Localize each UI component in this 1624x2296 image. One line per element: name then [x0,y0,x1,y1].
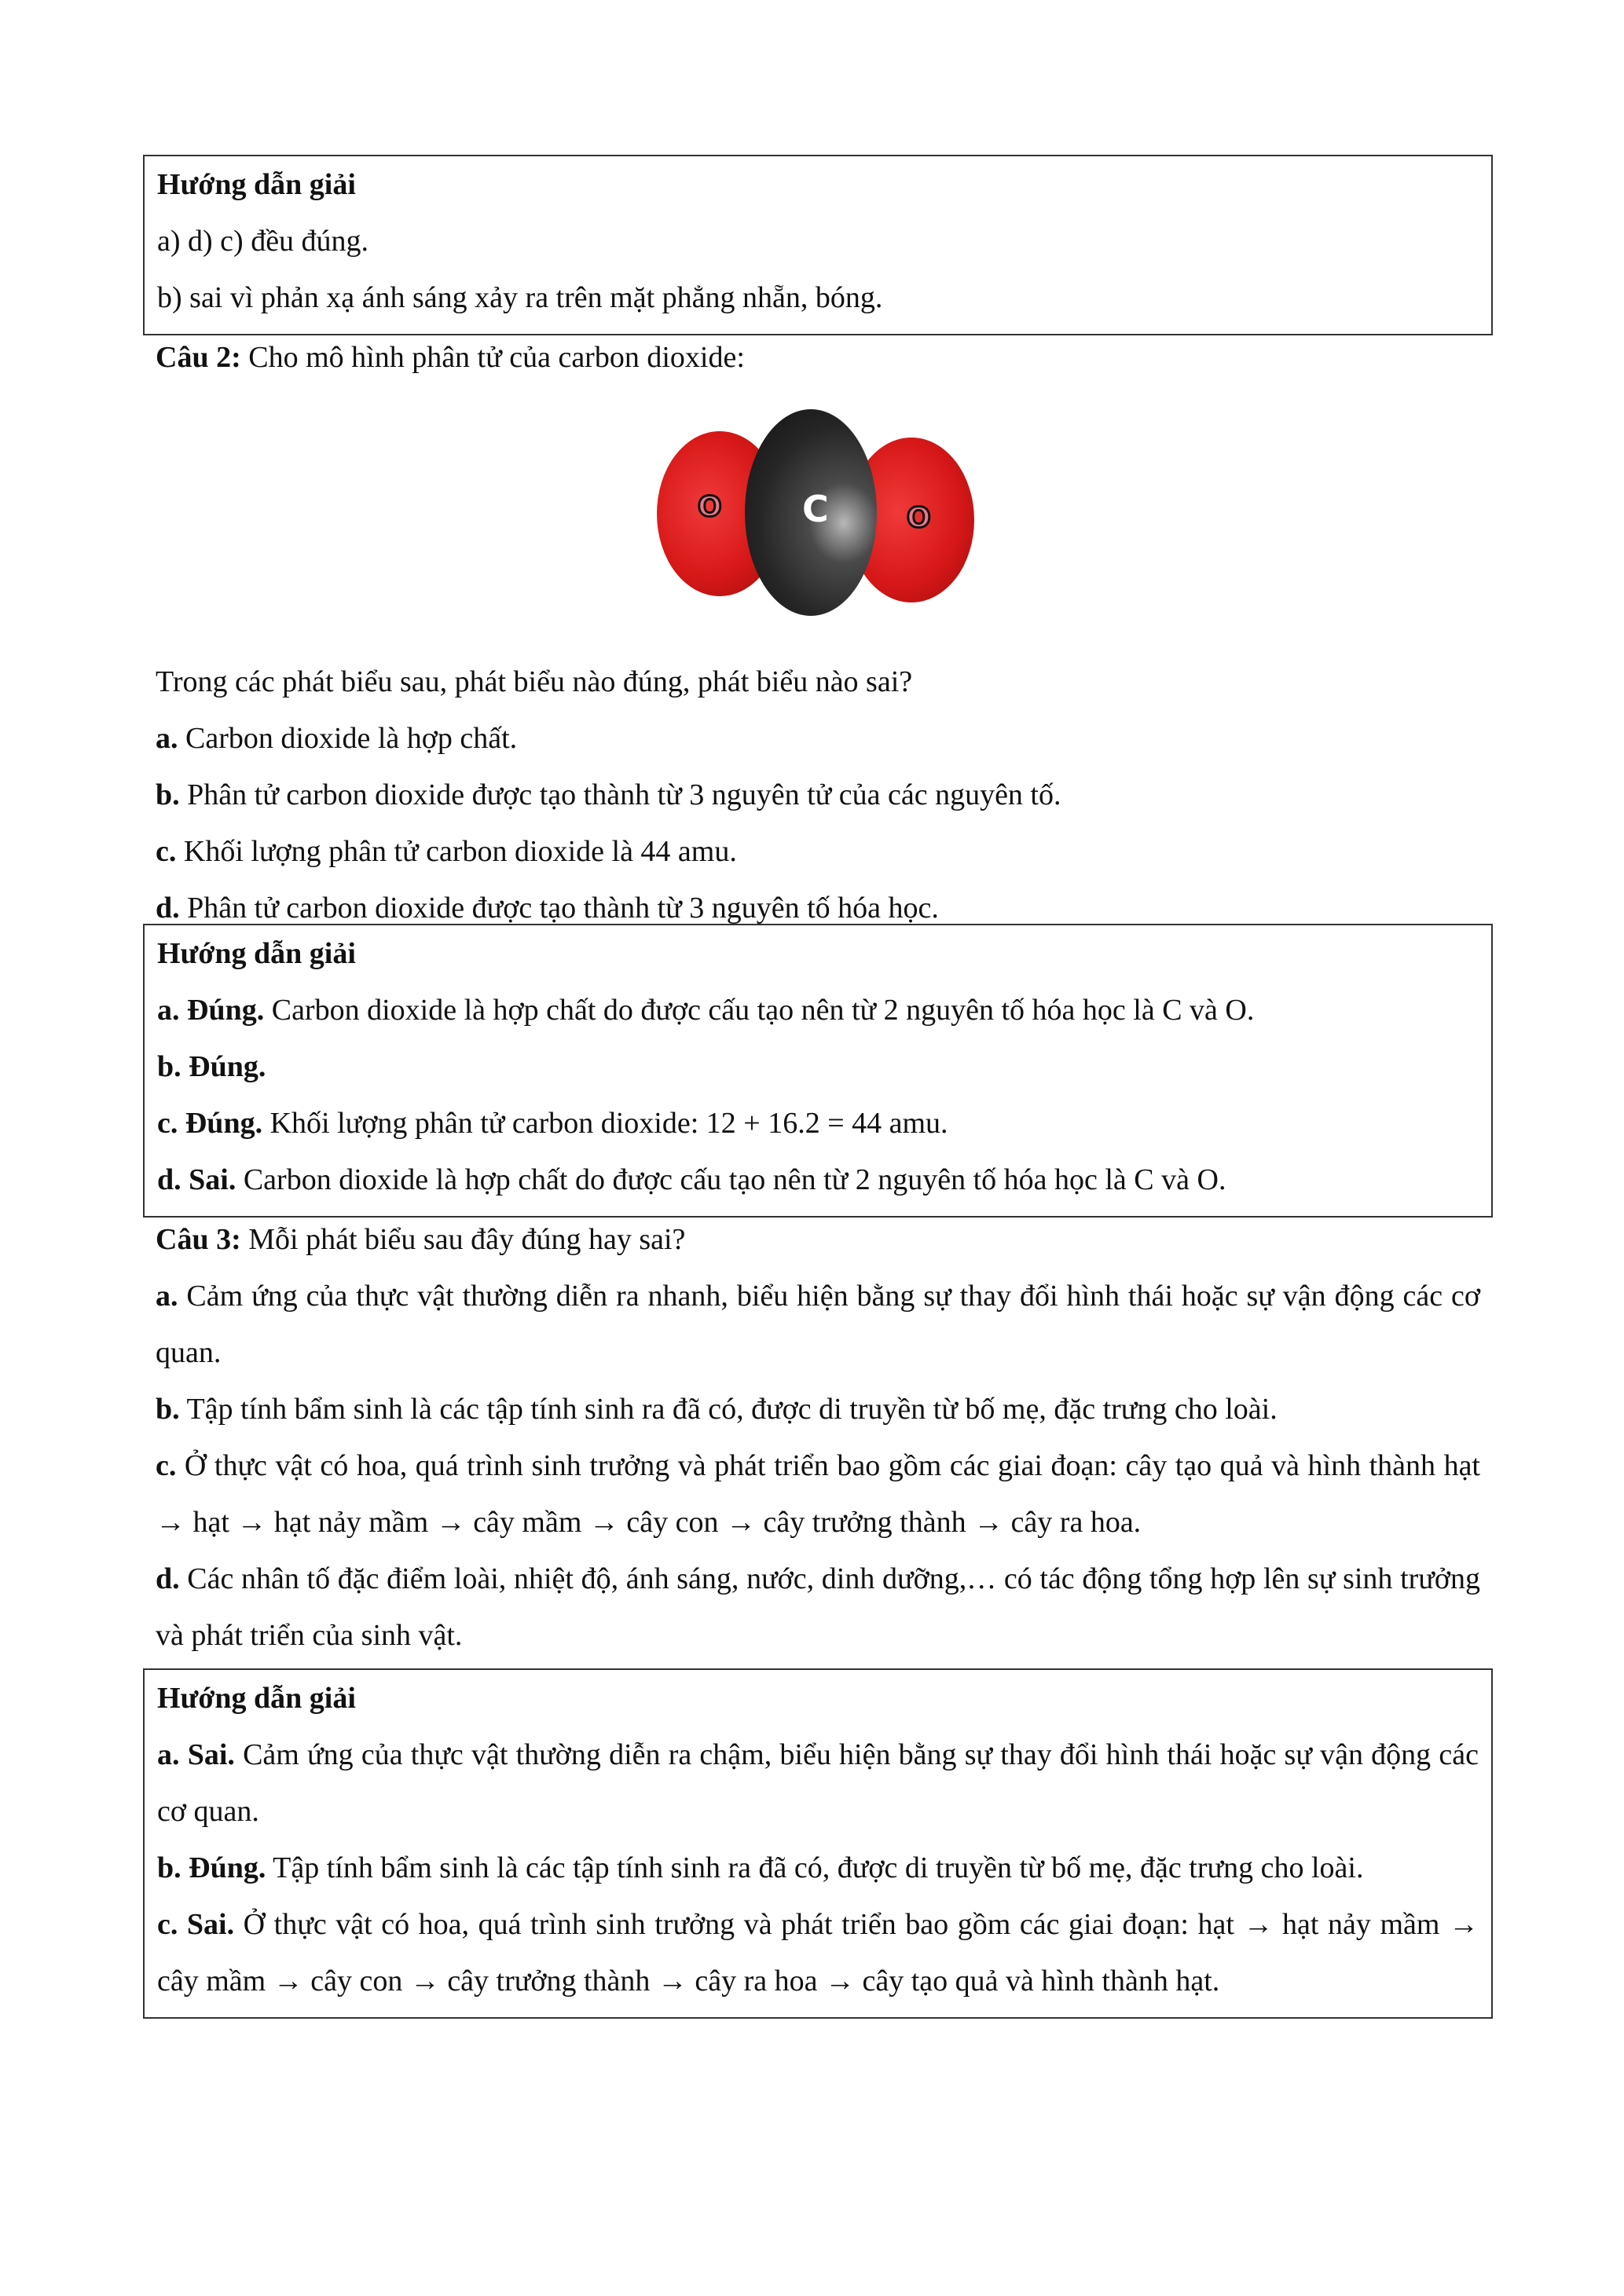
solution-line: a) d) c) đều đúng. [157,225,369,258]
statement-d: d. Các nhân tố đặc điểm loài, nhiệt độ, ánh sáng, nước, dinh dưỡng,… có tác động tổng hợp lên sự sinh trưởng và phát triển của sinh vật. [156,1562,1480,1652]
statement-c: c. Ở thực vật có hoa, quá trình sinh trưởng và phát triển bao gồm các giai đoạn: cây tạo quả và hình thành hạt → hạt → hạt nảy mầm → cây mầm → cây con → cây trưởng thành → cây ra hoa. [156,1449,1480,1539]
question-2-prompt: Trong các phát biểu sau, phát biểu nào đúng, phát biểu nào sai? [156,665,913,698]
statement-c: c. Khối lượng phân tử carbon dioxide là 44 amu. [156,835,737,868]
solution-line: b) sai vì phản xạ ánh sáng xảy ra trên mặt phẳng nhẵn, bóng. [157,281,883,314]
solution-title: Hướng dẫn giải [157,168,356,201]
answer-c: c. Đúng. Khối lượng phân tử carbon dioxide: 12 + 16.2 = 44 amu. [157,1107,948,1140]
carbon-label: C [802,488,829,530]
statement-b: b. Phân tử carbon dioxide được tạo thành từ 3 nguyên tử của các nguyên tố. [156,778,1061,811]
answer-d: d. Sai. Carbon dioxide là hợp chất do được cấu tạo nên từ 2 nguyên tố hóa học là C và O. [157,1163,1226,1196]
statement-b: b. Tập tính bẩm sinh là các tập tính sinh ra đã có, được di truyền từ bố mẹ, đặc trưng cho loài. [156,1393,1278,1426]
solution-box-2 [143,924,1493,1218]
oxygen-label: O [907,502,931,534]
question-3-heading: Câu 3: Mỗi phát biểu sau đây đúng hay sai? [156,1223,686,1256]
answer-b: b. Đúng. Tập tính bẩm sinh là các tập tính sinh ra đã có, được di truyền từ bố mẹ, đặc trưng cho loài. [157,1851,1364,1884]
answer-b: b. Đúng. [157,1050,266,1083]
solution-box-3 [143,1668,1493,2019]
co2-molecule-figure [143,386,1493,654]
solution-title: Hướng dẫn giải [157,1682,356,1715]
answer-a: a. Sai. Cảm ứng của thực vật thường diễn ra chậm, biểu hiện bằng sự thay đổi hình thái hoặc sự vận động các cơ quan. [157,1738,1479,1828]
answer-c: c. Sai. Ở thực vật có hoa, quá trình sinh trưởng và phát triển bao gồm các giai đoạn: hạt → hạt nảy mầm → cây mầm → cây con → cây trưởng thành → cây ra hoa → cây tạo quả và hình thành hạt. [157,1908,1479,1998]
oxygen-label: O [698,491,722,523]
co2-molecule-model [657,409,974,616]
statement-a: a. Carbon dioxide là hợp chất. [156,722,518,755]
statement-d: d. Phân tử carbon dioxide được tạo thành từ 3 nguyên tố hóa học. [156,892,939,925]
answer-a: a. Đúng. Carbon dioxide là hợp chất do được cấu tạo nên từ 2 nguyên tố hóa học là C và O. [157,994,1255,1027]
document-page [143,155,1493,2019]
solution-box-1 [143,155,1493,335]
question-2-heading: Câu 2: Cho mô hình phân tử của carbon dioxide: [156,341,745,374]
solution-title: Hướng dẫn giải [157,937,356,970]
statement-a: a. Cảm ứng của thực vật thường diễn ra nhanh, biểu hiện bằng sự thay đổi hình thái hoặc sự vận động các cơ quan. [156,1280,1480,1369]
